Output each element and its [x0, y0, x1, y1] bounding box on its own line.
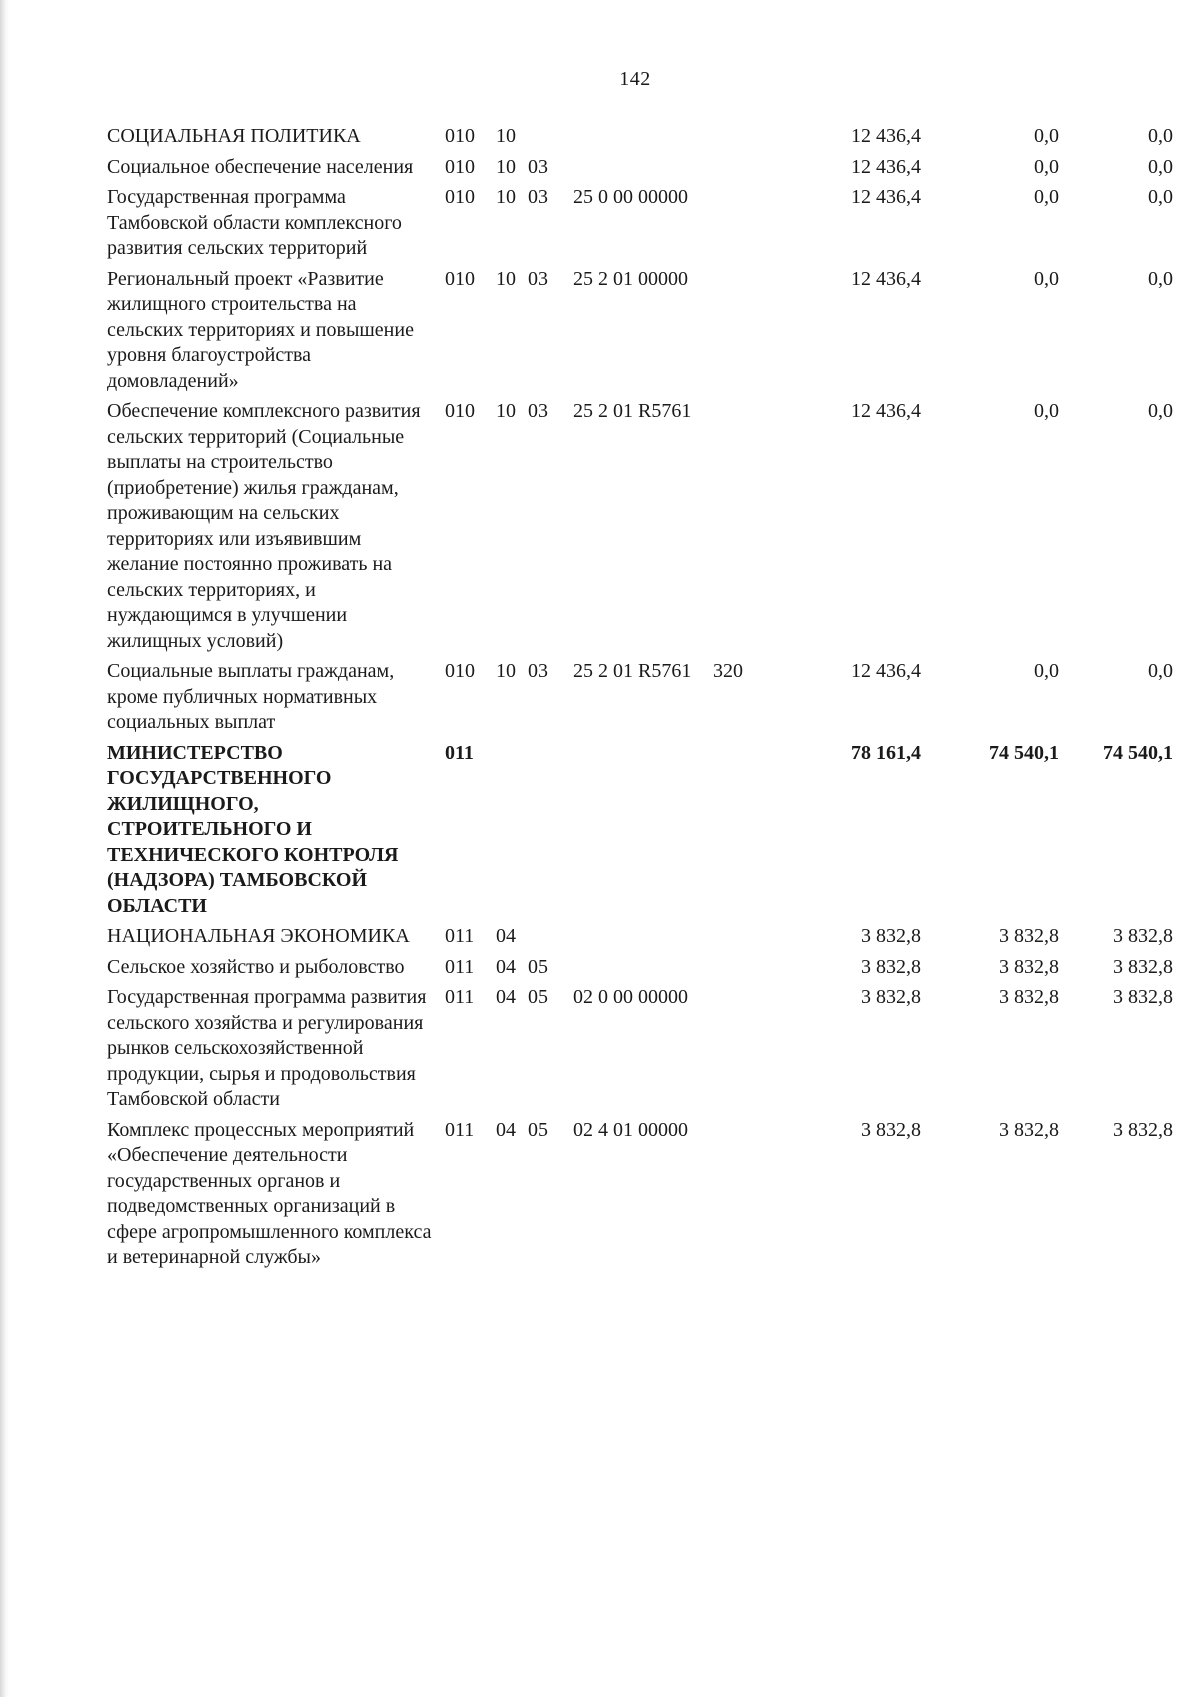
- amount-year-2: 0,0: [1034, 400, 1059, 422]
- target-article-code: [573, 155, 713, 186]
- section-code: 10: [496, 125, 516, 147]
- amount-year-2: 0,0: [1034, 125, 1059, 147]
- ministry-code: 010: [445, 660, 475, 682]
- table-row: [107, 924, 1173, 955]
- ministry-code: 011: [445, 741, 474, 764]
- ministry-code: 011: [445, 925, 475, 947]
- amount-year-3: 0,0: [1148, 125, 1173, 147]
- amount-year-2: 3 832,8: [999, 955, 1059, 978]
- amount-year-1: 78 161,4: [851, 741, 921, 764]
- amount-year-1: 3 832,8: [861, 955, 921, 978]
- item-name: Сельское хозяйство и рыболовство: [107, 955, 405, 978]
- amount-year-3: 3 832,8: [1113, 986, 1173, 1008]
- item-name: Государственная программа развития сельского хозяйства и регулирования рынков сельскохозяйственной продукции, сырья и продовольствия Тамбовской области: [107, 986, 427, 1110]
- amount-year-3: 0,0: [1148, 660, 1173, 682]
- expense-type-code: [713, 955, 781, 986]
- amount-year-1: 3 832,8: [861, 1118, 921, 1141]
- target-article-code: [573, 124, 713, 155]
- subsection-code: 03: [528, 186, 548, 208]
- subsection-code: 03: [528, 267, 548, 290]
- table-row: [107, 124, 1173, 155]
- amount-year-2: 0,0: [1034, 267, 1059, 290]
- target-article-code: 02 0 00 00000: [573, 986, 688, 1008]
- item-name: Государственная программа Тамбовской области комплексного развития сельских территорий: [107, 186, 402, 259]
- item-name: НАЦИОНАЛЬНАЯ ЭКОНОМИКА: [107, 925, 410, 947]
- expense-type-code: [713, 1118, 781, 1276]
- target-article-code: 25 2 01 00000: [573, 267, 688, 290]
- amount-year-3: 3 832,8: [1113, 1118, 1173, 1141]
- amount-year-2: 0,0: [1034, 186, 1059, 208]
- amount-year-1: 12 436,4: [851, 660, 921, 682]
- scan-edge: [0, 0, 9, 1697]
- amount-year-3: 0,0: [1148, 267, 1173, 290]
- target-article-code: 25 2 01 R5761: [573, 660, 692, 682]
- table-row: [107, 1118, 1173, 1276]
- section-code: 10: [496, 660, 516, 682]
- ministry-code: 011: [445, 1118, 475, 1141]
- subsection-code: 03: [528, 155, 548, 178]
- amount-year-1: 3 832,8: [861, 986, 921, 1008]
- section-code: 04: [496, 986, 516, 1008]
- section-code: 10: [496, 267, 516, 290]
- amount-year-2: 3 832,8: [999, 925, 1059, 947]
- table-row: [107, 155, 1173, 186]
- amount-year-1: 12 436,4: [851, 267, 921, 290]
- section-code: 04: [496, 925, 516, 947]
- amount-year-1: 12 436,4: [851, 155, 921, 178]
- amount-year-3: 0,0: [1148, 186, 1173, 208]
- ministry-code: 010: [445, 155, 475, 178]
- item-name: Региональный проект «Развитие жилищного строительства на сельских территориях и повышение уровня благоустройства домовладений»: [107, 267, 414, 392]
- subsection-code: [528, 924, 573, 955]
- item-name: Социальные выплаты гражданам, кроме публичных нормативных социальных выплат: [107, 660, 395, 733]
- expense-type-code: [713, 185, 781, 267]
- table-row: [107, 399, 1173, 659]
- target-article-code: 25 0 00 00000: [573, 186, 688, 208]
- section-code: 10: [496, 400, 516, 422]
- amount-year-3: 0,0: [1148, 400, 1173, 422]
- section-code: 10: [496, 155, 516, 178]
- section-code: [496, 741, 528, 925]
- subsection-code: 03: [528, 660, 548, 682]
- target-article-code: [573, 955, 713, 986]
- expense-type-code: [713, 985, 781, 1118]
- subsection-code: 03: [528, 400, 548, 422]
- section-code: 04: [496, 1118, 516, 1141]
- amount-year-3: 0,0: [1148, 155, 1173, 178]
- expense-type-code: 320: [713, 660, 743, 682]
- amount-year-3: 3 832,8: [1113, 925, 1173, 947]
- subsection-code: 05: [528, 1118, 548, 1141]
- amount-year-2: 3 832,8: [999, 1118, 1059, 1141]
- section-code: 10: [496, 186, 516, 208]
- budget-table-body: [107, 124, 1173, 1276]
- amount-year-1: 3 832,8: [861, 925, 921, 947]
- item-name: СОЦИАЛЬНАЯ ПОЛИТИКА: [107, 125, 361, 147]
- item-name: Комплекс процессных мероприятий «Обеспечение деятельности государственных органов и подведомственных организаций в сфере агропромышленного комплекса и ветеринарной службы»: [107, 1118, 432, 1268]
- amount-year-1: 12 436,4: [851, 125, 921, 147]
- target-article-code: [573, 741, 713, 925]
- expense-type-code: [713, 267, 781, 400]
- table-row: [107, 659, 1173, 741]
- amount-year-2: 0,0: [1034, 155, 1059, 178]
- expense-type-code: [713, 741, 781, 925]
- ministry-code: 011: [445, 955, 475, 978]
- item-name: МИНИСТЕРСТВО ГОСУДАРСТВЕННОГО ЖИЛИЩНОГО, СТРОИТЕЛЬНОГО И ТЕХНИЧЕСКОГО КОНТРОЛЯ (НАДЗОРА) ТАМБОВСКОЙ ОБЛАСТИ: [107, 741, 399, 917]
- subsection-code: [528, 124, 573, 155]
- section-code: 04: [496, 955, 516, 978]
- expense-type-code: [713, 155, 781, 186]
- expense-type-code: [713, 399, 781, 659]
- expense-type-code: [713, 924, 781, 955]
- table-row: [107, 741, 1173, 925]
- table-row: [107, 955, 1173, 986]
- page-number: 142: [619, 68, 651, 90]
- item-name: Социальное обеспечение населения: [107, 155, 414, 178]
- amount-year-3: 3 832,8: [1113, 955, 1173, 978]
- amount-year-2: 0,0: [1034, 660, 1059, 682]
- target-article-code: 25 2 01 R5761: [573, 400, 692, 422]
- ministry-code: 010: [445, 400, 475, 422]
- amount-year-2: 3 832,8: [999, 986, 1059, 1008]
- target-article-code: [573, 924, 713, 955]
- amount-year-1: 12 436,4: [851, 400, 921, 422]
- table-row: [107, 267, 1173, 400]
- amount-year-2: 74 540,1: [989, 741, 1059, 764]
- target-article-code: 02 4 01 00000: [573, 1118, 688, 1141]
- amount-year-3: 74 540,1: [1103, 741, 1173, 764]
- subsection-code: 05: [528, 955, 548, 978]
- expense-type-code: [713, 124, 781, 155]
- subsection-code: 05: [528, 986, 548, 1008]
- ministry-code: 010: [445, 186, 475, 208]
- ministry-code: 010: [445, 125, 475, 147]
- table-row: [107, 985, 1173, 1118]
- ministry-code: 011: [445, 986, 475, 1008]
- table-row: [107, 185, 1173, 267]
- item-name: Обеспечение комплексного развития сельских территорий (Социальные выплаты на строительство (приобретение) жилья гражданам, проживающим на сельских территориях или изъявившим желание постоянно проживать на сельских территориях, и нуждающимся в улучшении жилищных условий): [107, 400, 421, 652]
- ministry-code: 010: [445, 267, 475, 290]
- amount-year-1: 12 436,4: [851, 186, 921, 208]
- budget-table: [107, 124, 1173, 1276]
- subsection-code: [528, 741, 573, 925]
